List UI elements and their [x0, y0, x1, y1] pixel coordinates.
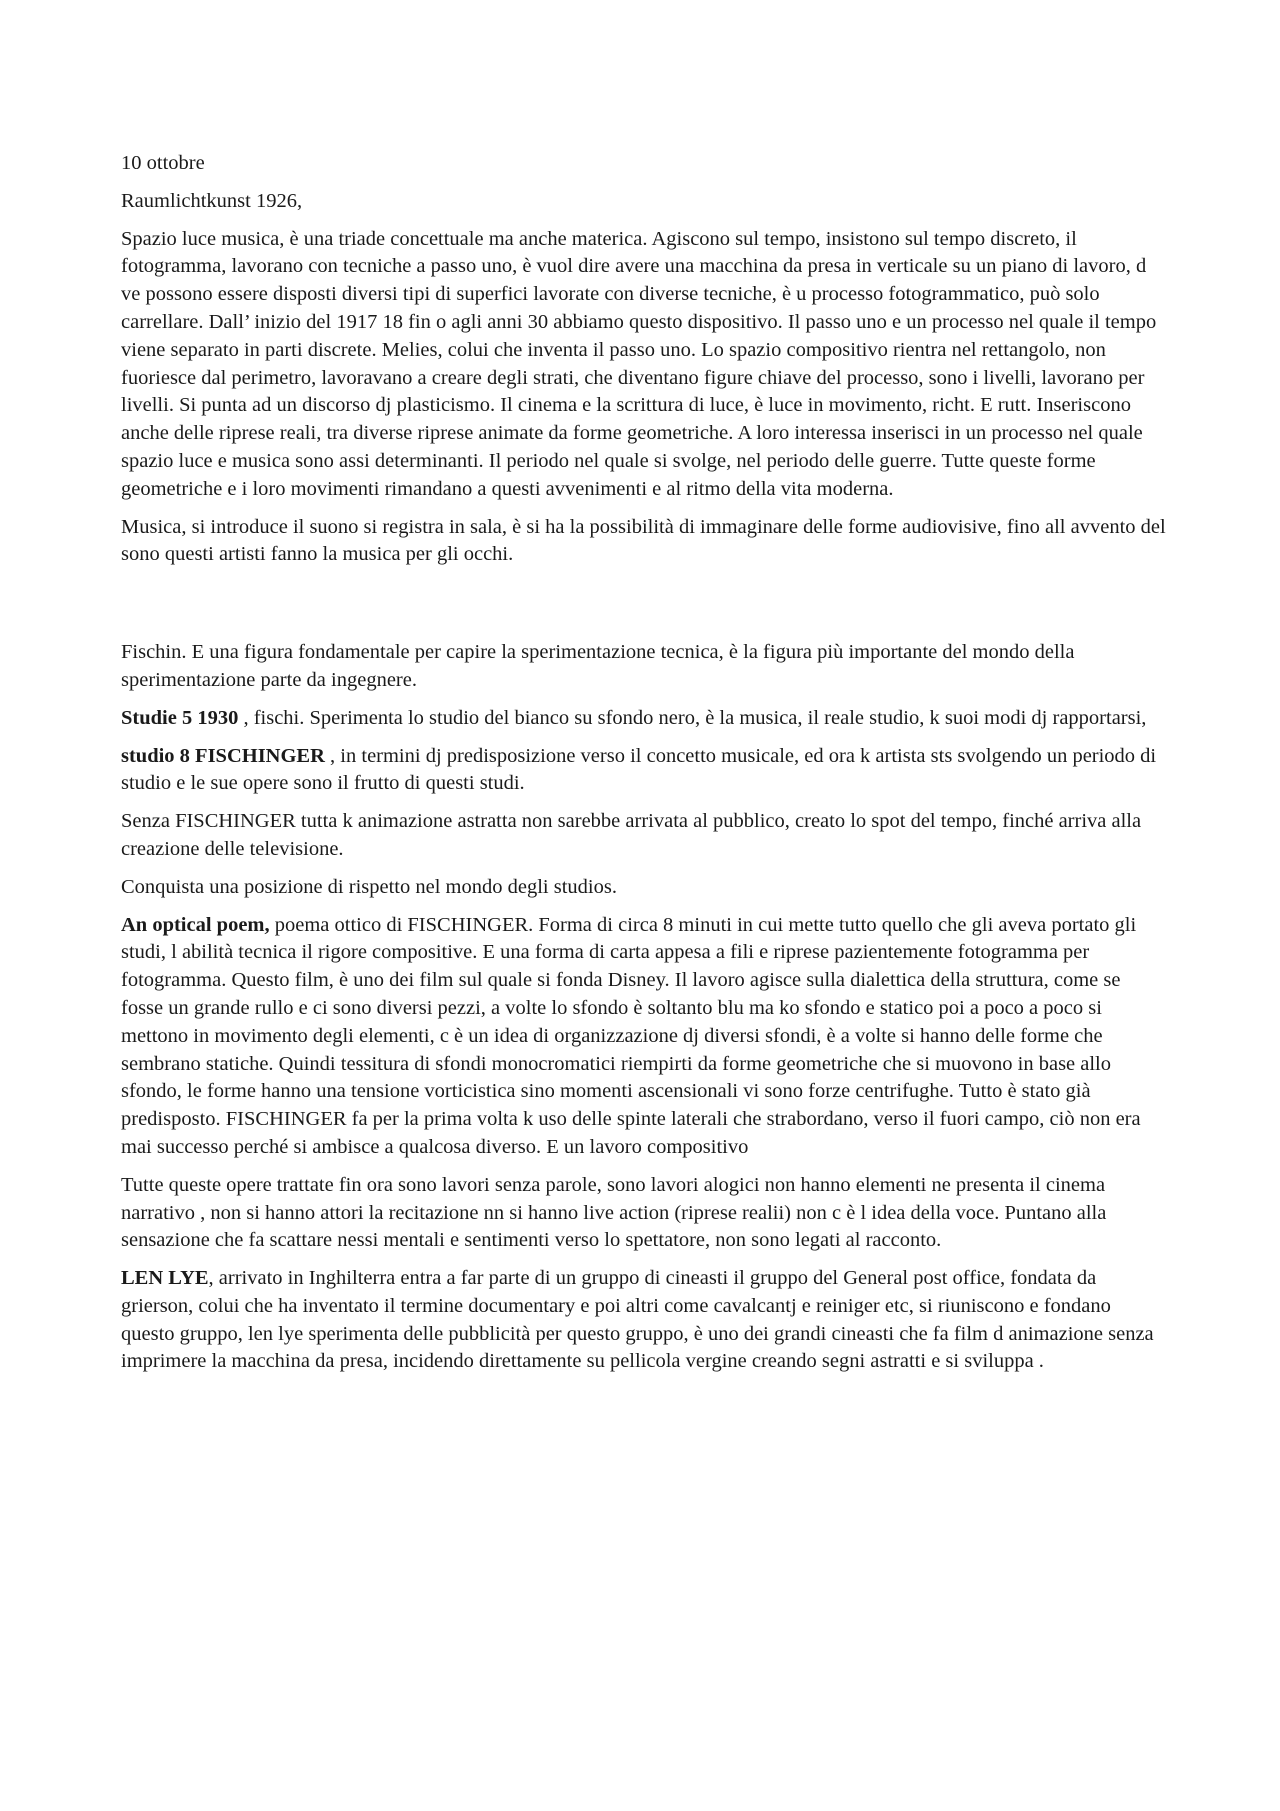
paragraph-1: Spazio luce musica, è una triade concettuale ma anche materica. Agiscono sul tempo, insistono sul tempo discreto, il fotogramma, lavorano con tecniche a passo uno, è vuol dire avere una macchina da presa in verticale su un piano di lavoro, d ve possono essere disposti diversi tipi di superfici lavorate con diverse tecniche, è u processo fotogrammatico, può solo carrellare. Dall’ inizio del 1917 18 fin o agli anni 30 abbiamo questo dispositivo. Il passo uno e un processo nel quale il tempo viene separato in parti discrete. Melies, colui che inventa il passo uno. Lo spazio compositivo rientra nel rettangolo, non fuoriesce dal perimetro, lavoravano a creare degli strati, che diventano figure chiave del processo, sono i livelli, lavorano per livelli. Si punta ad un discorso dj plasticismo. Il cinema e la scrittura di luce, è luce in movimento, richt. E rutt. Inseriscono anche delle riprese reali, tra diverse riprese animate da forme geometriche. A loro interessa inserisci in un processo nel quale spazio luce e musica sono assi determinanti. Il periodo nel quale si svolge, nel periodo delle guerre. Tutte queste forme geometriche e i loro movimenti rimandano a questi avvenimenti e al ritmo della vita moderna. — [121, 227, 1157, 500]
paragraph-3: Fischin. E una figura fondamentale per capire la sperimentazione tecnica, è la figura più importante del mondo della sperimentazione parte da ingegnere. — [121, 641, 1075, 691]
paragraph-7: Conquista una posizione di rispetto nel mondo degli studios. — [121, 875, 617, 898]
blank-space — [121, 579, 1166, 639]
paragraph-5-text: , in termini dj predisposizione verso il concetto musicale, ed ora k artista sts svolgendo un periodo di studio e le sue opere sono il frutto di questi studi. — [121, 744, 1157, 795]
paragraph-5 — [121, 743, 1166, 799]
paragraph-8-bold: An optical poem, — [121, 913, 270, 936]
paragraph-2: Musica, si introduce il suono si registra in sala, è si ha la possibilità di immaginare delle forme audiovisive, fino all avvento del sono questi artisti fanno la musica per gli occhi. — [121, 515, 1166, 566]
paragraph-10 — [121, 1265, 1166, 1376]
paragraph-10-text: , arrivato in Inghilterra entra a far parte di un gruppo di cineasti il gruppo del General post office, fondata da grierson, colui che ha inventato il termine documentary e poi altri come cavalcantj e reiniger etc, si riuniscono e fondano questo gruppo, len lye sperimenta delle pubblicità per questo gruppo, è uno dei grandi cineasti che fa film d animazione senza imprimere la macchina da presa, incidendo direttamente su pellicola vergine creando segni astratti e si sviluppa . — [121, 1267, 1154, 1373]
paragraph-9: Tutte queste opere trattate fin ora sono lavori senza parole, sono lavori alogici non hanno elementi ne presenta il cinema narrativo , non si hanno attori la recitazione nn si hanno live action (riprese realii) non c è l idea della voce. Puntano alla sensazione che fa scattare nessi mentali e sentimenti verso lo spettatore, non sono legati al racconto. — [121, 1173, 1107, 1252]
paragraph-5-bold: studio 8 FISCHINGER — [121, 744, 325, 767]
paragraph-8 — [121, 912, 1166, 1162]
document-body — [121, 150, 1166, 1386]
paragraph-6: Senza FISCHINGER tutta k animazione astratta non sarebbe arrivata al pubblico, creato lo spot del tempo, finché arriva alla creazione delle televisione. — [121, 810, 1142, 860]
paragraph-8-text: poema ottico di FISCHINGER. Forma di circa 8 minuti in cui mette tutto quello che gli aveva portato gli studi, l abilità tecnica il rigore compositive. E una forma di carta appesa a fili e riprese pazientemente fotogramma per fotogramma. Questo film, è uno dei film sul quale si fonda Disney. Il lavoro agisce sulla dialettica della struttura, come se fosse un grande rullo e ci sono diversi pezzi, a volte lo sfondo è soltanto blu ma ko sfondo e statico poi a poco a poco si mettono in movimento degli elementi, c è un idea di organizzazione dj diversi sfondi, è a volte si hanno delle forme che sembrano statiche. Quindi tessitura di sfondi monocromatici riempirti da forme geometriche che si muovono in base allo sfondo, le forme hanno una tensione vorticistica sino momenti ascensionali vi sono forze centrifughe. Tutto è stato già predisposto. FISCHINGER fa per la prima volta k uso delle spinte laterali che strabordano, verso il fuori campo, ciò non era mai successo perché si ambisce a qualcosa diverso. E un lavoro compositivo — [121, 913, 1141, 1158]
paragraph-4 — [121, 705, 1166, 733]
paragraph-4-text: , fischi. Sperimenta lo studio del bianco su sfondo nero, è la musica, il reale studio, k suoi modi dj rapportarsi, — [238, 706, 1147, 729]
date-line: 10 ottobre — [121, 152, 205, 174]
paragraph-10-bold: LEN LYE — [121, 1267, 209, 1290]
heading-line: Raumlichtkunst 1926, — [121, 189, 303, 212]
paragraph-4-bold: Studie 5 1930 — [121, 706, 239, 729]
